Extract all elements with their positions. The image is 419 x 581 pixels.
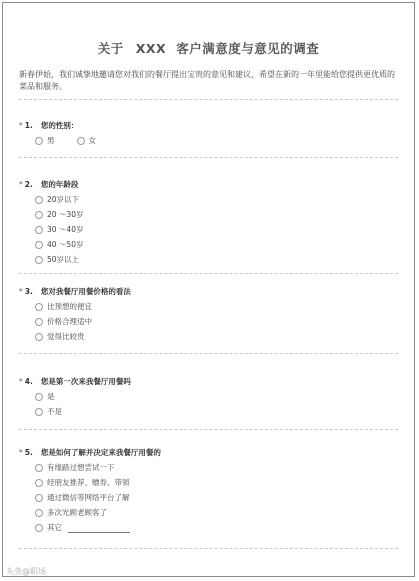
option-age-30-40[interactable] xyxy=(19,222,397,237)
radio-button[interactable] xyxy=(35,333,43,341)
option-regular-customer[interactable] xyxy=(19,505,397,520)
option-yes[interactable] xyxy=(19,389,397,404)
option-label: 不是 xyxy=(47,407,62,416)
required-mark: * xyxy=(19,287,23,296)
question-divider xyxy=(19,273,398,274)
option-female[interactable] xyxy=(77,133,97,148)
question-title xyxy=(19,178,397,192)
question-number: 1. xyxy=(24,121,33,130)
radio-button[interactable] xyxy=(35,494,43,502)
required-mark: * xyxy=(19,377,23,386)
question-text: 您的性别： xyxy=(40,121,79,130)
question-first-visit xyxy=(19,375,397,419)
option-other[interactable] xyxy=(19,520,397,535)
radio-button[interactable] xyxy=(35,303,43,311)
option-cheaper[interactable] xyxy=(19,299,397,314)
question-title xyxy=(19,285,397,299)
watermark: 头条@职场 xyxy=(6,567,46,576)
option-label: 20 ～30岁 xyxy=(47,210,84,219)
option-friend-referral[interactable] xyxy=(19,475,397,490)
option-label: 通过微信等网络平台了解 xyxy=(47,493,130,502)
radio-button[interactable] xyxy=(35,211,43,219)
title-placeholder: XXX xyxy=(135,41,167,56)
question-divider xyxy=(19,429,398,430)
title-suffix: 客户满意度与意见的调查 xyxy=(176,41,320,56)
option-label: 男 xyxy=(47,136,55,145)
title-prefix: 关于 xyxy=(97,41,124,56)
radio-button[interactable] xyxy=(35,226,43,234)
question-text: 您的年龄段 xyxy=(40,180,79,189)
question-price xyxy=(19,285,397,344)
question-source xyxy=(19,446,397,535)
question-divider xyxy=(19,353,398,354)
option-label: 经朋友推荐、赠券、带领 xyxy=(47,478,130,487)
question-title xyxy=(19,446,397,460)
option-age-over-50[interactable] xyxy=(19,252,397,267)
radio-button[interactable] xyxy=(35,509,43,517)
question-number: 2. xyxy=(24,180,33,189)
option-label: 多次光顾老顾客了 xyxy=(47,508,107,517)
required-mark: * xyxy=(19,121,23,130)
question-text: 您是第一次来我餐厅用餐吗 xyxy=(40,377,131,386)
radio-button[interactable] xyxy=(35,256,43,264)
radio-button[interactable] xyxy=(35,524,43,532)
option-label: 价格合理适中 xyxy=(47,317,92,326)
option-label: 是 xyxy=(47,392,55,401)
option-male[interactable] xyxy=(35,133,55,148)
option-label: 女 xyxy=(88,136,96,145)
option-label: 40 ～50岁 xyxy=(47,240,84,249)
option-label: 20岁以下 xyxy=(47,195,80,204)
option-label: 比预想的便宜 xyxy=(47,302,92,311)
question-divider xyxy=(19,548,398,549)
radio-button[interactable] xyxy=(35,196,43,204)
question-text: 您是如何了解并决定来我餐厅用餐的 xyxy=(40,448,161,457)
option-label: 50岁以上 xyxy=(47,255,80,264)
radio-button[interactable] xyxy=(77,137,85,145)
option-label: 有缘路过想尝试一下 xyxy=(47,463,115,472)
question-number: 5. xyxy=(24,448,33,457)
option-age-40-50[interactable] xyxy=(19,237,397,252)
required-mark: * xyxy=(19,448,23,457)
option-online-platform[interactable] xyxy=(19,490,397,505)
question-age xyxy=(19,178,397,267)
option-reasonable[interactable] xyxy=(19,314,397,329)
radio-button[interactable] xyxy=(35,408,43,416)
option-expensive[interactable] xyxy=(19,329,397,344)
question-divider xyxy=(19,157,398,158)
option-age-20-30[interactable] xyxy=(19,207,397,222)
question-number: 4. xyxy=(24,377,33,386)
question-title xyxy=(19,119,397,133)
survey-page xyxy=(2,2,415,577)
option-label: 其它 xyxy=(47,523,62,532)
question-gender xyxy=(19,119,397,148)
radio-button[interactable] xyxy=(35,464,43,472)
question-title xyxy=(19,375,397,389)
required-mark: * xyxy=(19,180,23,189)
question-number: 3. xyxy=(24,287,33,296)
question-text: 您对我餐厅用餐价格的看法 xyxy=(40,287,131,296)
page-title xyxy=(3,39,414,57)
radio-button[interactable] xyxy=(35,137,43,145)
option-age-under-20[interactable] xyxy=(19,192,397,207)
radio-button[interactable] xyxy=(35,393,43,401)
intro-text: 新春伊始，我们诚挚地邀请您对我们的餐厅提出宝贵的意见和建议，希望在新的一年里能给您提供更优质的菜品和服务。 xyxy=(19,70,395,91)
radio-button[interactable] xyxy=(35,479,43,487)
option-passing-by[interactable] xyxy=(19,460,397,475)
option-label: 觉得比较贵 xyxy=(47,332,85,341)
option-no[interactable] xyxy=(19,404,397,419)
other-text-field[interactable] xyxy=(68,523,130,533)
header-divider xyxy=(19,99,398,100)
option-label: 30 ～40岁 xyxy=(47,225,84,234)
radio-button[interactable] xyxy=(35,318,43,326)
radio-button[interactable] xyxy=(35,241,43,249)
